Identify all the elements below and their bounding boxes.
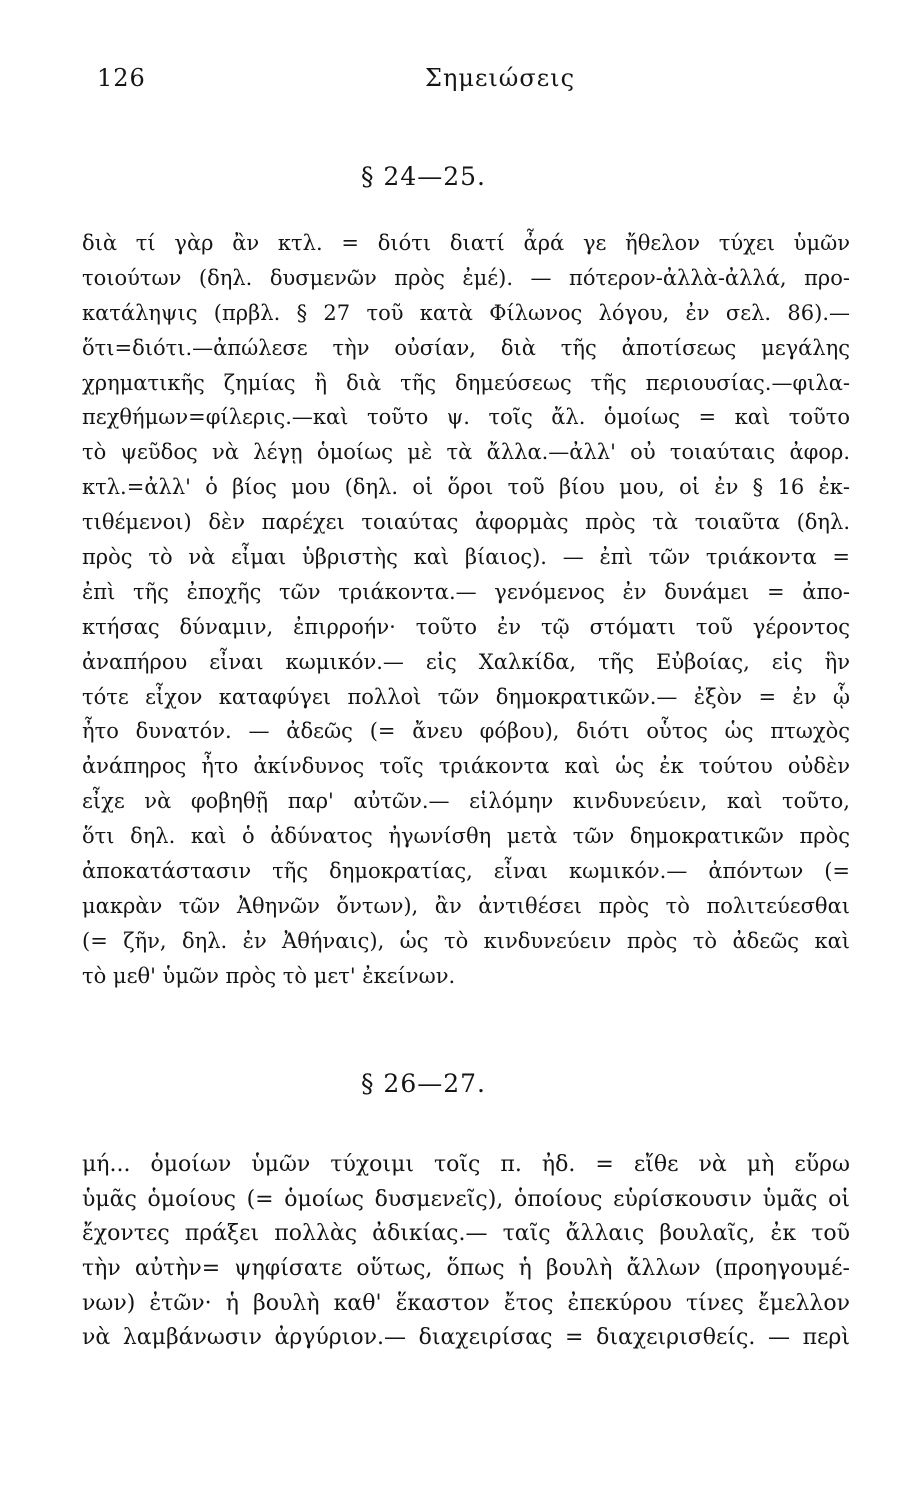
text-line: ἀναπήρου εἶναι κωμικόν.— εἰς Χαλκίδα, τῆς Εὐβοίας, εἰς ἣν bbox=[82, 649, 850, 674]
text-line: τότε εἶχον καταφύγει πολλοὶ τῶν δημοκρατικῶν.— ἐξὸν = ἐν ᾧ bbox=[82, 684, 850, 709]
text-line: ἦτο δυνατόν. — ἀδεῶς (= ἄνευ φόβου), διότι οὗτος ὡς πτωχὸς bbox=[82, 719, 850, 744]
text-line: ἐπὶ τῆς ἐποχῆς τῶν τριάκοντα.— γενόμενος ἐν δυνάμει = ἀπο- bbox=[82, 579, 850, 604]
text-line: χρηματικῆς ζημίας ἢ διὰ τῆς δημεύσεως τῆς περιουσίας.—φιλα- bbox=[82, 370, 850, 395]
text-line: διὰ τί γὰρ ἂν κτλ. = διότι διατί ἆρά γε ἤθελον τύχει ὑμῶν bbox=[82, 231, 850, 255]
section-body bbox=[82, 1148, 850, 1356]
text-line: ἀνάπηρος ἦτο ἀκίνδυνος τοῖς τριάκοντα καὶ ὡς ἐκ τούτου οὐδὲν bbox=[82, 754, 850, 779]
text-line: (= ζῆν, δηλ. ἐν Ἀθήναις), ὡς τὸ κινδυνεύειν πρὸς τὸ ἀδεῶς καὶ bbox=[82, 928, 850, 953]
section-heading: § 26—27. bbox=[360, 1069, 487, 1098]
text-line: τὸ ψεῦδος νὰ λέγῃ ὁμοίως μὲ τὰ ἄλλα.—ἀλλ' οὐ τοιαύταις ἀφορ. bbox=[82, 440, 850, 465]
text-line: μή... ὁμοίων ὑμῶν τύχοιμι τοῖς π. ἠδ. = εἴθε νὰ μὴ εὕρω bbox=[82, 1152, 850, 1177]
section-heading: § 24—25. bbox=[360, 162, 487, 191]
text-line: τοιούτων (δηλ. δυσμενῶν πρὸς ἐμέ). — πότερον-ἀλλὰ-ἀλλά, προ- bbox=[82, 265, 850, 290]
text-line: τὴν αὐτὴν= ψηφίσατε οὕτως, ὅπως ἡ βουλὴ ἄλλων (προηγουμέ- bbox=[82, 1256, 850, 1282]
text-line: ὅτι=διότι.—ἀπώλεσε τὴν οὐσίαν, διὰ τῆς ἀποτίσεως μεγάλης bbox=[82, 335, 850, 360]
page-header bbox=[85, 64, 845, 104]
text-line: κτήσας δύναμιν, ἐπιρροήν· τοῦτο ἐν τῷ στόματι τοῦ γέροντος bbox=[82, 614, 850, 639]
text-line: πρὸς τὸ νὰ εἶμαι ὑβριστὴς καὶ βίαιος). — ἐπὶ τῶν τριάκοντα = bbox=[82, 545, 850, 570]
running-title: Σημειώσεις bbox=[425, 64, 576, 92]
text-line: ὑμᾶς ὁμοίους (= ὁμοίως δυσμενεῖς), ὁποίους εὑρίσκουσιν ὑμᾶς οἱ bbox=[82, 1186, 850, 1212]
text-line: κτλ.=ἀλλ' ὁ βίος μου (δηλ. οἱ ὅροι τοῦ βίου μου, οἱ ἐν § 16 ἐκ- bbox=[82, 475, 850, 500]
text-line: τιθέμενοι) δὲν παρέχει τοιαύτας ἀφορμὰς πρὸς τὰ τοιαῦτα (δηλ. bbox=[82, 510, 850, 535]
text-line: νων) ἐτῶν· ἡ βουλὴ καθ' ἕκαστον ἔτος ἐπεκύρου τίνες ἔμελλον bbox=[82, 1290, 850, 1316]
text-line: ὅτι δηλ. καὶ ὁ ἀδύνατος ἠγωνίσθη μετὰ τῶν δημοκρατικῶν πρὸς bbox=[82, 824, 850, 849]
text-line: πεχθήμων=φίλερις.—καὶ τοῦτο ψ. τοῖς ἄλ. ὁμοίως = καὶ τοῦτο bbox=[82, 405, 850, 430]
section-body bbox=[82, 226, 850, 994]
text-line: μακρὰν τῶν Ἀθηνῶν ὄντων), ἂν ἀντιθέσει πρὸς τὸ πολιτεύεσθαι bbox=[82, 893, 850, 918]
text-line: τὸ μεθ' ὑμῶν πρὸς τὸ μετ' ἐκείνων. bbox=[82, 963, 456, 988]
text-line: ἀποκατάστασιν τῆς δημοκρατίας, εἶναι κωμικόν.— ἀπόντων (= bbox=[82, 859, 850, 884]
text-line: εἶχε νὰ φοβηθῇ παρ' αὐτῶν.— εἱλόμην κινδυνεύειν, καὶ τοῦτο, bbox=[82, 789, 850, 814]
text-line: νὰ λαμβάνωσιν ἀργύριον.— διαχειρίσας = διαχειρισθείς. — περὶ bbox=[82, 1325, 850, 1351]
text-line: ἔχοντες πράξει πολλὰς ἀδικίας.— ταῖς ἄλλαις βουλαῖς, ἐκ τοῦ bbox=[82, 1221, 850, 1247]
page-number: 126 bbox=[97, 64, 146, 92]
text-line: κατάληψις (πρβλ. § 27 τοῦ κατὰ Φίλωνος λόγου, ἐν σελ. 86).— bbox=[82, 300, 850, 325]
